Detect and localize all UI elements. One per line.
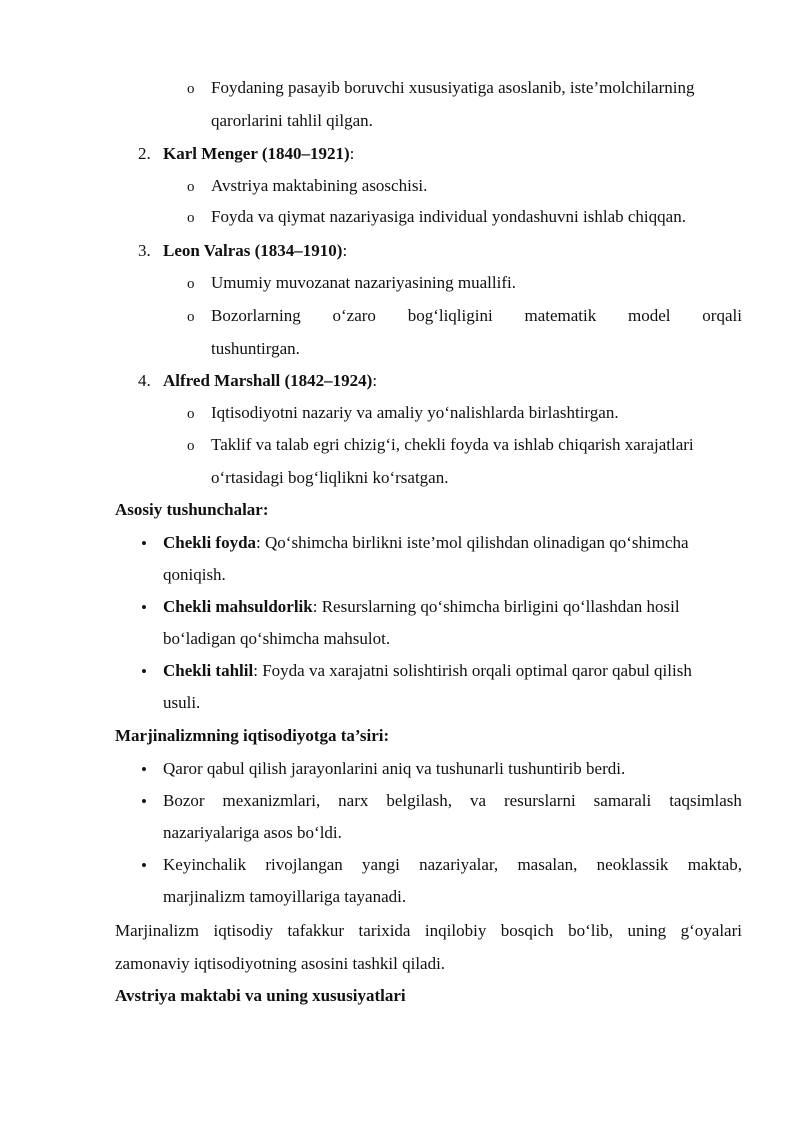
list-number: 2. xyxy=(138,144,151,163)
word: Bozorlarning xyxy=(211,306,301,325)
sub-item-text-justified xyxy=(211,305,742,327)
colon: : xyxy=(349,144,355,163)
section-heading: Avstriya maktabi va uning xususiyatlari xyxy=(115,986,406,1005)
economist-heading xyxy=(163,143,354,165)
word: bosqich xyxy=(500,921,554,940)
concept-definition-cont: bo‘ladigan qo‘shimcha mahsulot. xyxy=(163,629,391,648)
impact-item-justified xyxy=(163,854,742,876)
sub-item-text: Avstriya maktabining asoschisi. xyxy=(211,176,428,195)
list-marker-circle: o xyxy=(187,406,195,422)
list-marker-circle: o xyxy=(187,81,195,97)
list-marker-circle: o xyxy=(187,179,195,195)
concept-term: Chekli tahlil xyxy=(163,661,254,680)
concept-definition: : Qo‘shimcha birlikni iste’mol qilishdan olinadigan qo‘shimcha xyxy=(256,533,689,552)
sub-item-text-cont: tushuntirgan. xyxy=(211,339,300,358)
list-marker-bullet: • xyxy=(141,760,147,779)
word: yangi xyxy=(362,855,400,874)
conclusion-paragraph-cont: zamonaviy iqtisodiyotning asosini tashkil qiladi. xyxy=(115,954,446,973)
word: orqali xyxy=(702,306,742,325)
concept-definition-cont: qoniqish. xyxy=(163,565,226,584)
impact-item-cont: nazariyalariga asos bo‘ldi. xyxy=(163,823,342,842)
word: o‘zaro xyxy=(332,306,376,325)
concept-item xyxy=(163,660,692,682)
word: resurslarni xyxy=(503,791,576,810)
word: inqilobiy xyxy=(424,921,487,940)
word: va xyxy=(469,791,486,810)
word: rivojlangan xyxy=(265,855,343,874)
word: belgilash, xyxy=(386,791,452,810)
word: masalan, xyxy=(517,855,578,874)
word: mexanizmlari, xyxy=(222,791,321,810)
word: Marjinalizm xyxy=(115,921,200,940)
list-marker-circle: o xyxy=(187,210,195,226)
economist-name: Karl Menger (1840–1921) xyxy=(163,144,350,163)
word: model xyxy=(628,306,671,325)
list-marker-bullet: • xyxy=(141,856,147,875)
word: g‘oyalari xyxy=(680,921,742,940)
economist-heading xyxy=(163,370,377,392)
word: tafakkur xyxy=(287,921,345,940)
word: tarixida xyxy=(358,921,411,940)
conclusion-paragraph-justified xyxy=(115,920,742,942)
list-marker-circle: o xyxy=(187,309,195,325)
word: matematik xyxy=(524,306,597,325)
concept-item xyxy=(163,596,680,618)
word: taqsimlash xyxy=(669,791,742,810)
word: samarali xyxy=(593,791,652,810)
sub-item-text: Umumiy muvozanat nazariyasining muallifi. xyxy=(211,273,516,292)
sub-item-text: Foyda va qiymat nazariyasiga individual yondashuvni ishlab chiqqan. xyxy=(211,207,686,226)
section-heading: Marjinalizmning iqtisodiyotga ta’siri: xyxy=(115,726,390,745)
list-marker-bullet: • xyxy=(141,534,147,553)
word: Bozor xyxy=(163,791,205,810)
colon: : xyxy=(372,371,378,390)
economist-heading xyxy=(163,240,347,262)
sub-item-text: Iqtisodiyotni nazariy va amaliy yo‘nalishlarda birlashtirgan. xyxy=(211,403,619,422)
word: uning xyxy=(627,921,667,940)
list-number: 3. xyxy=(138,241,151,260)
word: nazariyalar, xyxy=(419,855,499,874)
list-marker-bullet: • xyxy=(141,662,147,681)
impact-item-cont: marjinalizm tamoyillariga tayanadi. xyxy=(163,887,407,906)
concept-definition: : Resurslarning qo‘shimcha birligini qo‘llashdan hosil xyxy=(312,597,680,616)
list-marker-bullet: • xyxy=(141,598,147,617)
economist-name: Alfred Marshall (1842–1924) xyxy=(163,371,373,390)
sub-item-text: Taklif va talab egri chizig‘i, chekli foyda va ishlab chiqarish xarajatlari xyxy=(211,435,694,454)
concept-definition-cont: usuli. xyxy=(163,693,201,712)
sub-item-text-cont: qarorlarini tahlil qilgan. xyxy=(211,111,373,130)
sub-item-text: Foydaning pasayib boruvchi xususiyatiga asoslanib, iste’molchilarning xyxy=(211,78,695,97)
list-marker-circle: o xyxy=(187,438,195,454)
impact-item-justified xyxy=(163,790,742,812)
list-number: 4. xyxy=(138,371,151,390)
concept-definition: : Foyda va xarajatni solishtirish orqali optimal qaror qabul qilish xyxy=(253,661,692,680)
section-heading: Asosiy tushunchalar: xyxy=(115,500,269,519)
concept-term: Chekli foyda xyxy=(163,533,257,552)
word: maktab, xyxy=(687,855,742,874)
word: Keyinchalik xyxy=(163,855,247,874)
impact-item: Qaror qabul qilish jarayonlarini aniq va tushunarli tushuntirib berdi. xyxy=(163,759,626,778)
concept-term: Chekli mahsuldorlik xyxy=(163,597,313,616)
sub-item-text-cont: o‘rtasidagi bog‘liqlikni ko‘rsatgan. xyxy=(211,468,449,487)
word: narx xyxy=(338,791,369,810)
colon: : xyxy=(342,241,348,260)
word: iqtisodiy xyxy=(213,921,273,940)
list-marker-bullet: • xyxy=(141,792,147,811)
word: neoklassik xyxy=(596,855,669,874)
word: bo‘lib, xyxy=(568,921,613,940)
concept-item xyxy=(163,532,689,554)
list-marker-circle: o xyxy=(187,276,195,292)
word: bog‘liqligini xyxy=(407,306,493,325)
economist-name: Leon Valras (1834–1910) xyxy=(163,241,343,260)
